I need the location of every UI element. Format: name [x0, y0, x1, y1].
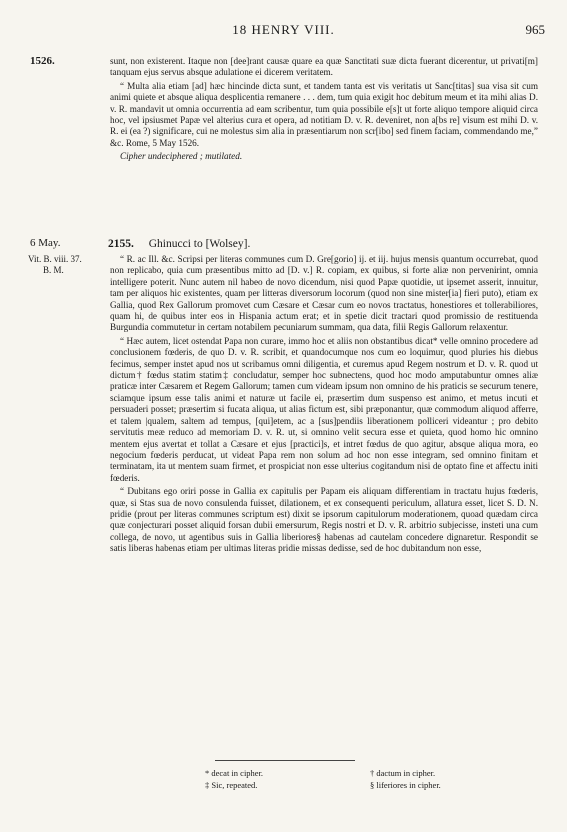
entry-paragraph-2: “ Hæc autem, licet ostendat Papa non curare, immo hoc et aliis non obstantibus dicat* velle omnino procedere ad conclusionem fœderis, de quo D. v. R. scribit, et quandocumque nos cum eo loquimur, quod pluries his diebus fecimus, semper instet apud nos ut scribamus omni diligentia, et curemus apud Regem nostrum et D. v. R. quod ut dictum† fœdus statim statim‡ concludatur, semper hoc subnectens, quod hoc modo amputabuntur omnes aliæ praticæ inter Cæsarem et Regem Gallorum; tamen cum videam ipsum non omnino de his praticis se securum tenere, sciamque ipsum esse talis animi et naturæ ut facile ei, præsertim dum suspenso est animo, et metus incuti et persuaderi posset; præsertim si fucata aliqua, ut alias fictum est, sibi præponantur, quæ commodum aliquod afferre, et talem |qualem, saltem ad tempus, [qui]etem, ac a [sus]pendiis liberationem polliceri videantur ; pro debito servitutis meæ reduco ad memoriam D. v. R. ut, si omnino velit secura esse et quieta, quod homo hic omnino mentem ejus avertat et tollat a Cæsare et ejus [practici]s, et intret fœdus de quo agitur, absque aliqua mora, eo negocium fœderis perducat, ut videat Papa rem non solum ad hoc non esse integram, sed omnino finitam et terminatam, ita ut mentem suam firmet, et prospiciat non esse ulterius cogitandum nisi de optato fine et affectu initi fœderis. [110, 335, 538, 483]
entry-title: Ghinucci to [Wolsey]. [148, 238, 251, 250]
page-number: 965 [525, 22, 545, 37]
entry-heading [108, 238, 250, 250]
entry-date: 6 May. [30, 237, 61, 249]
cipher-note: Cipher undeciphered ; mutilated. [120, 151, 243, 162]
footnote-3: ‡ Sic, repeated. [205, 780, 258, 790]
continuation-paragraph-2: “ Multa alia etiam [ad] hæc hincinde dicta sunt, et tandem tanta est vis veritatis ut Sanc[titas] sua visa sit cum animi quiete et absque aliqua desplicentia remanere . . . dem, tum quia exigit hoc debitum meum et ita mihi alias D. v. R. mandavit ut omnia occurrentia ad eam scribentur, tum quia possibile e[s]t ut forte aliquo tempore aliquid circa hoc, vel ipsiusmet Papæ vel alterius cura et opera, ad notitiam D. v. R. deveniret, non a[bs re] visum est mihi D. v. R. ei (ea ?) significare, cui ne molestus sim alia in præsentiarum non scr[ibo] sed finem faciam, commendando me,” &c. Rome, 5 May 1526. [110, 80, 538, 148]
running-title: 18 HENRY VIII. [232, 22, 335, 37]
footnote-rule [215, 760, 355, 761]
entry-paragraph-3: “ Dubitans ego oriri posse in Gallia ex capitulis per Papam eis aliquam differentiam in tractatu hujus fœderis, quæ, si Stas sua de novo consulenda fuisset, dilationem, et ex consequenti periculum, allatura esset, licet S. D. N. pridie (prout per literas communes scriptum est) dixit se ipsorum capitulorum moderationem, quoad quædam circa quæ conjecturari posset aliquid forsan dubii emersurum, Regis nostri et D. v. R. arbitrio subjecisse, insteti una cum collega, de novo, ut agentibus suis in Gallia liberiores§ habenas ad cautelam concedere dignaretur. Respondit se satis liberas habenas etiam per ultimas literas pridie missas dedisse, sed de hoc dubitandum non esse, [110, 486, 538, 554]
footnote-4: § liferiores in cipher. [370, 780, 441, 790]
entry-text [110, 254, 538, 557]
continuation-text [110, 56, 538, 165]
entry-number: 2155. [108, 238, 134, 250]
continuation-paragraph-1: sunt, non existerent. Itaque non [dee]rant causæ quare ea quæ Sanctitati suæ dicta fuerant dicerentur, ut privati[m] tanquam ejus servus absque adulatione ei dicerem veritatem. [110, 56, 538, 78]
footnote-2: † dactum in cipher. [370, 768, 436, 778]
entry-paragraph-1: “ R. ac Ill. &c. Scripsi per literas communes cum D. Gre[gorio] ij. et iij. hujus mensis quantum occurrebat, quod non replicabo, quia cum præsentibus mitto ad [D. v.] R. copiam, ex quibus, si forte aliæ non pervenirint, omnia intelligere poterit. Nunc autem nil habeo de novo dicendum, nisi quod Papæ quotidie, ut ipsemet asserit, innuitur, tam per aliquos hic existentes, quam per litteras diversorum locorum (quod non sine mister[ia] fieri puto), etiam ex Gallia, quod Rex Gallorum promovet cum Cæsare et Cæsar cum eo novos tractatus, honestiores et tollerabiliores, quam hi, de quibus inter eos in Hispania actum erat; et in spetie dicit tractari quod promissio de restituenda Burgundia commutetur in certam notabilem pecuniarum summam, qua data, filii Regis Gallorum relaxentur. [110, 254, 538, 333]
manuscript-reference: Vit. B. viii. 37. [28, 254, 82, 264]
running-header [0, 22, 567, 40]
margin-year: 1526. [30, 55, 55, 67]
archive-reference: B. M. [43, 265, 64, 275]
footnote-1: * decat in cipher. [205, 768, 264, 778]
